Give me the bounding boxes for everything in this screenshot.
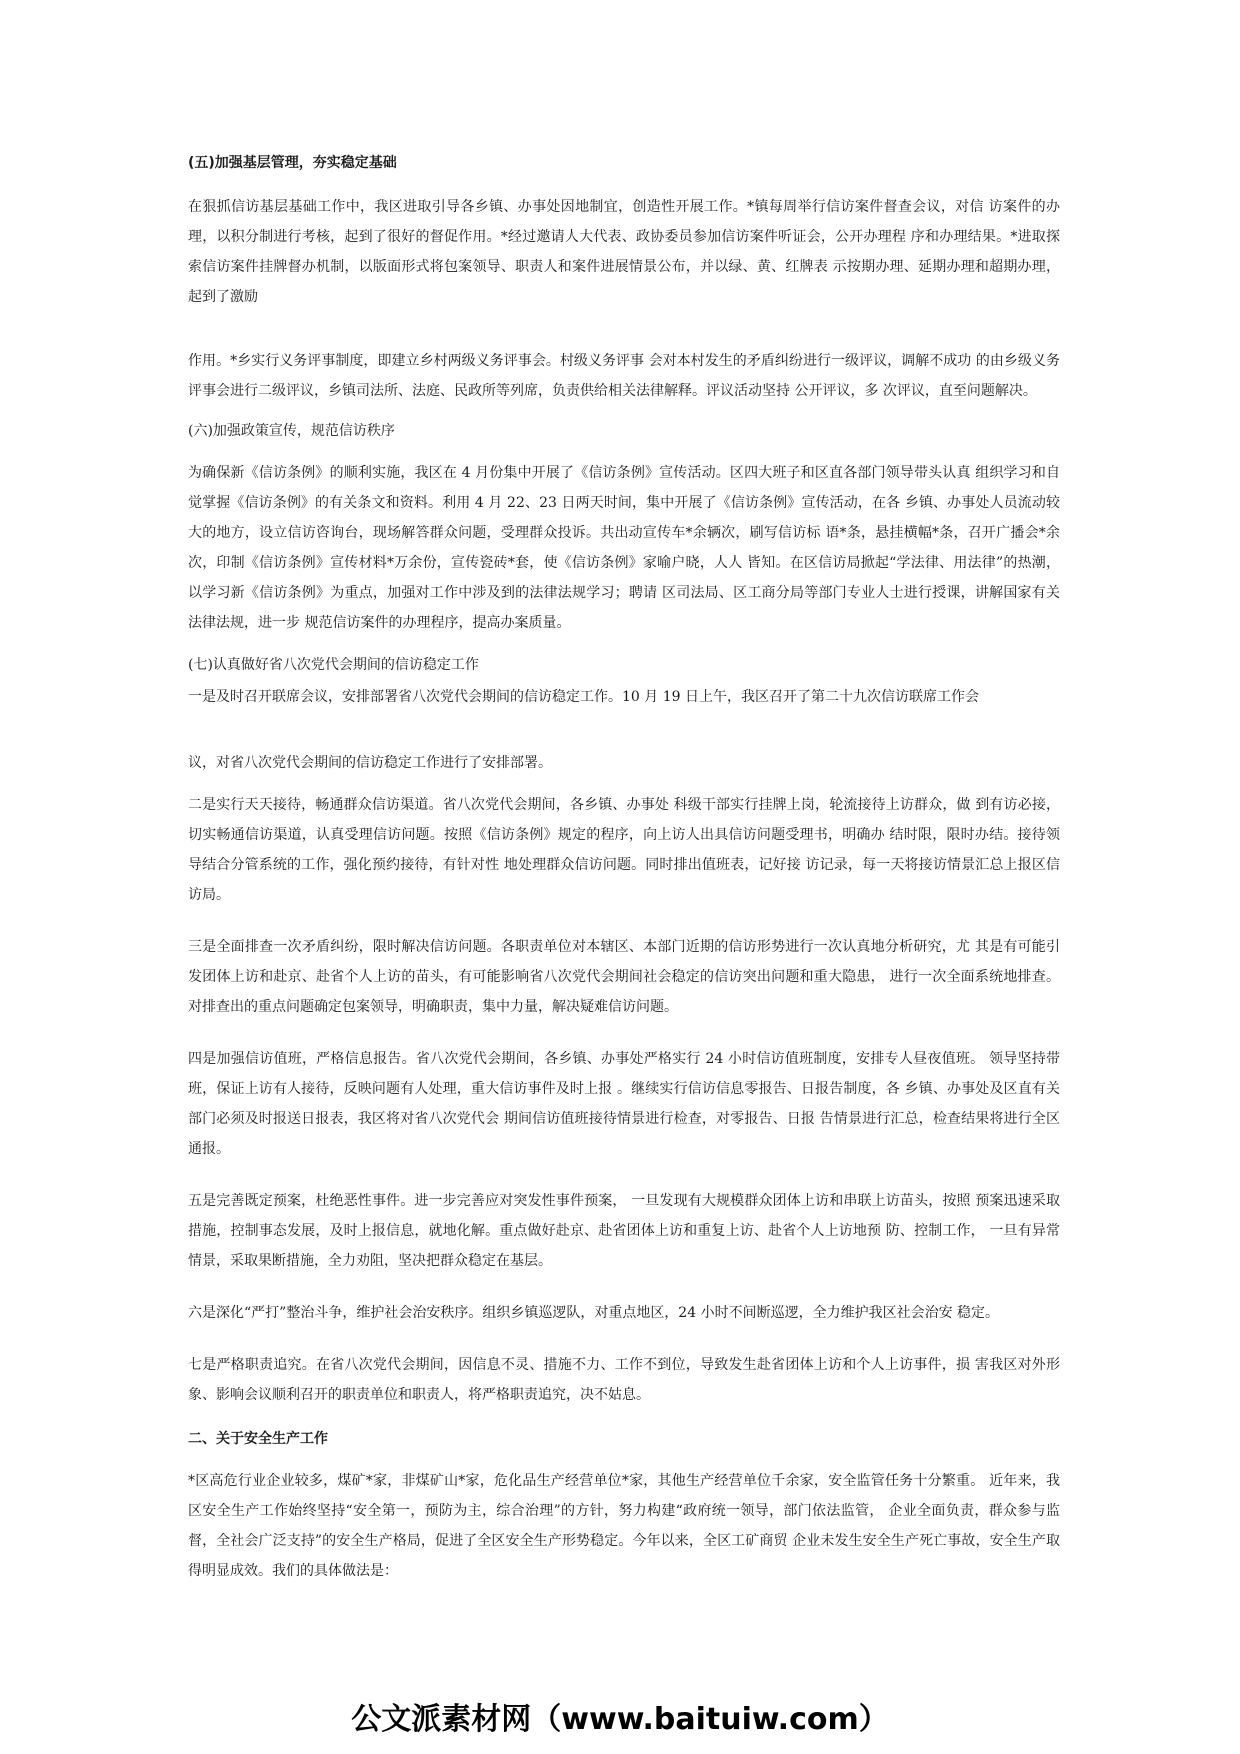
paragraph: 一是及时召开联席会议，安排部署省八次党代会期间的信访稳定工作。10 月 19 日上午，我区召开了第二十九次信访联席工作会 (188, 689, 979, 705)
paragraph: 为确保新《信访条例》的顺利实施，我区在 4 月份集中开展了《信访条例》宣传活动。区四大班子和区直各部门领导带头认真 组织学习和自觉掌握《信访条例》的有关条文和资料。利用 4 月 22、23 日两天时间，集中开展了《信访条例》宣传活动，在各 乡镇、办事处人员流动较大的地方，设立信访咨询台，现场解答群众问题，受理群众投诉。共出动宣传车*余辆次，刷写信访标 语*条，悬挂横幅*条，召开广播会*余次，印制《信访条例》宣传材料*万余份，宣传瓷砖*套，使《信访条例》家喻户晓，人人 皆知。在区信访局掀起“学法律、用法律”的热潮，以学习新《信访条例》为重点，加强对工作中涉及到的法律法规学习；聘请 区司法局、区工商分局等部门专业人士进行授课，讲解国家有关法律法规，进一步 规范信访案件的办理程序，提高办案质量。 (188, 465, 1060, 631)
paragraph: 七是严格职责追究。在省八次党代会期间，因信息不灵、措施不力、工作不到位，导致发生赴省团体上访和个人上访事件，损 害我区对外形象、影响会议顺利召开的职责单位和职责人，将严格职责追究，决不姑息。 (188, 1357, 1060, 1403)
section-heading-2: 二、关于安全生产工作 (188, 1431, 328, 1447)
paragraph: *区高危行业企业较多，煤矿*家，非煤矿山*家，危化品生产经营单位*家，其他生产经营单位千余家，安全监管任务十分繁重。 近年来，我区安全生产工作始终坚持“安全第一，预防为主，综合治理”的方针，努力构建“政府统一领导，部门依法监管， 企业全面负责，群众参与监督，全社会广泛支持”的安全生产格局，促进了全区安全生产形势稳定。今年以来，全区工矿商贸 企业未发生安全生产死亡事故，安全生产取得明显成效。我们的具体做法是： (188, 1473, 1060, 1579)
paragraph: 三是全面排查一次矛盾纠纷，限时解决信访问题。各职责单位对本辖区、本部门近期的信访形势进行一次认真地分析研究，尤 其是有可能引发团体上访和赴京、赴省个人上访的苗头，有可能影响省八次党代会期间社会稳定的信访突出问题和重大隐患， 进行一次全面系统地排查。对排查出的重点问题确定包案领导，明确职责，集中力量，解决疑难信访问题。 (188, 939, 1060, 1015)
paragraph: 二是实行天天接待，畅通群众信访渠道。省八次党代会期间，各乡镇、办事处 科级干部实行挂牌上岗，轮流接待上访群众，做 到有访必接，切实畅通信访渠道，认真受理信访问题。按照《信访条例》规定的程序，向上访人出具信访问题受理书，明确办 结时限，限时办结。接待领导结合分管系统的工作，强化预约接待，有针对性 地处理群众信访问题。同时排出值班表，记好接 访记录，每一天将接访情景汇总上报区信访局。 (188, 797, 1060, 903)
document-body (188, 148, 1060, 1586)
paragraph: 六是深化“严打”整治斗争，维护社会治安秩序。组织乡镇巡逻队，对重点地区，24 小时不间断巡逻，全力维护我区社会治安 稳定。 (188, 1305, 1000, 1321)
paragraph: 作用。*乡实行义务评事制度，即建立乡村两级义务评事会。村级义务评事 会对本村发生的矛盾纠纷进行一级评议，调解不成功 的由乡级义务评事会进行二级评议，乡镇司法所、法庭、民政所等列席，负责供给相关法律解释。评议活动坚持 公开评议，多 次评议，直至问题解决。 (188, 353, 1060, 399)
paragraph: 议，对省八次党代会期间的信访稳定工作进行了安排部署。 (188, 755, 552, 771)
paragraph: 五是完善既定预案，杜绝恶性事件。进一步完善应对突发性事件预案， 一旦发现有大规模群众团体上访和串联上访苗头，按照 预案迅速采取措施，控制事态发展，及时上报信息，就地化解。重点做好赴京、赴省团体上访和重复上访、赴省个人上访地预 防、控制工作， 一旦有异常情景，采取果断措施，全力劝阻，坚决把群众稳定在基层。 (188, 1193, 1060, 1269)
paragraph: 在狠抓信访基层基础工作中，我区进取引导各乡镇、办事处因地制宜，创造性开展工作。*镇每周举行信访案件督查会议，对信 访案件的办理，以积分制进行考核，起到了很好的督促作用。*经过邀请人大代表、政协委员参加信访案件听证会，公开办理程 序和办理结果。*进取探索信访案件挂牌督办机制，以版面形式将包案领导、职责人和案件进展情景公布，并以绿、黄、红牌表 示按期办理、延期办理和超期办理，起到了激励 (188, 199, 1060, 305)
paragraph: 四是加强信访值班，严格信息报告。省八次党代会期间，各乡镇、办事处严格实行 24 小时信访值班制度，安排专人昼夜值班。 领导坚持带班，保证上访有人接待，反映问题有人处理，重大信访事件及时上报 。继续实行信访信息零报告、日报告制度，各 乡镇、办事处及区直有关部门必须及时报送日报表，我区将对省八次党代会 期间信访值班接待情景进行检查，对零报告、日报 告情景进行汇总，检查结果将进行全区通报。 (188, 1051, 1060, 1157)
section-heading-6: (六)加强政策宣传，规范信访秩序 (188, 423, 395, 439)
footer-watermark: 公文派素材网（www.baituiw.com） (351, 1702, 889, 1737)
section-heading-7: (七)认真做好省八次党代会期间的信访稳定工作 (188, 657, 479, 673)
section-heading-5: (五)加强基层管理，夯实稳定基础 (188, 155, 397, 171)
